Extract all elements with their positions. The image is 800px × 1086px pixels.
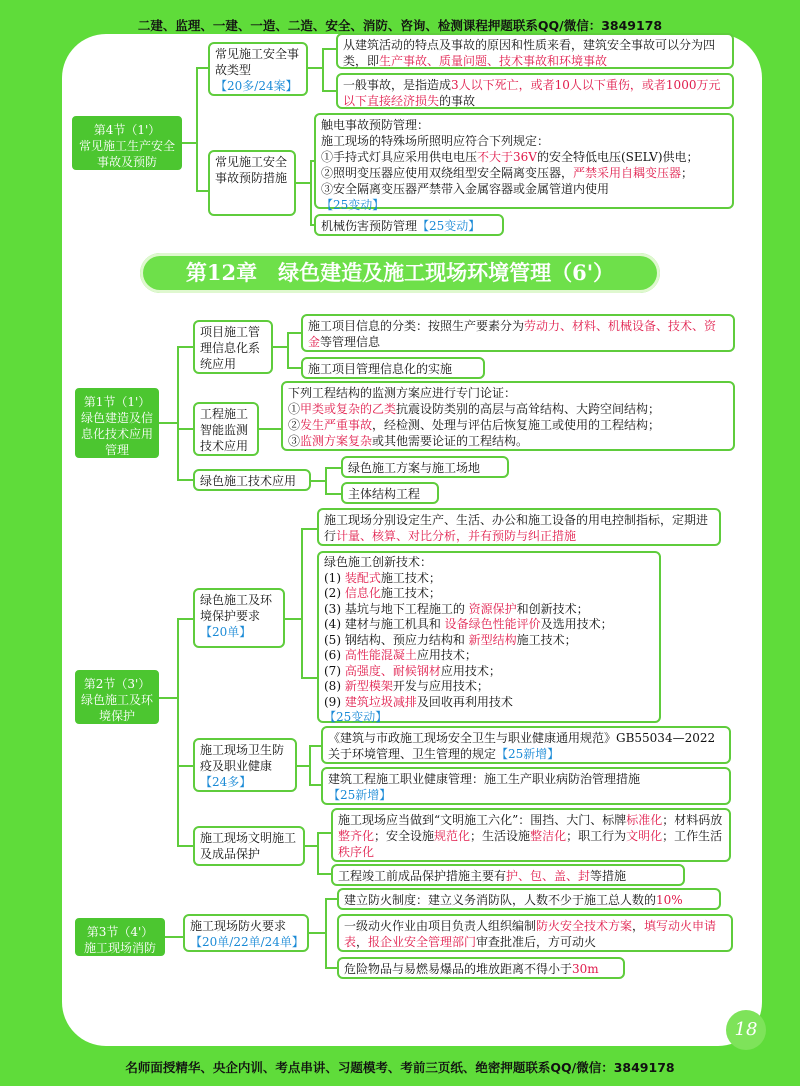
civil-r-6: 秩序化: [338, 845, 375, 859]
section-2-subtitle: 绿色施工及环境保护: [80, 693, 153, 723]
prevention-line-4: [321, 165, 727, 181]
section-3-subtitle: 施工现场消防: [83, 941, 156, 955]
prevention-line-2: 施工现场的特殊场所照明应符合下列规定：: [321, 134, 550, 148]
monitor-line-3: [288, 417, 728, 433]
green-env-innov-tag: 【25变动】: [324, 710, 388, 724]
civil-box-1: [331, 808, 731, 862]
green-tech-box-2: [341, 482, 439, 504]
civil-box-2: [331, 864, 685, 886]
civil-r-5: 文明化: [626, 829, 663, 843]
section-4-title: 第4节（1'）: [93, 123, 161, 137]
green-env-red-1: 计量、核算、对比分析，并有预防与纠正措施: [336, 529, 577, 543]
fire-box-1: [337, 888, 721, 910]
monitor-line-4-post: 或其他需要论证的工程结构。: [372, 434, 529, 448]
innov-6-pre: (6): [324, 648, 345, 662]
chapter-title: 第12章 绿色建造及施工现场环境管理（6'）: [140, 253, 660, 293]
innov-7-red: 高强度、耐候钢材: [344, 663, 441, 678]
fire-tag: 【20单/22单/24单】: [190, 935, 304, 949]
prevention-line-3-post: 的安全特低电压(SELV)供电；: [536, 150, 699, 164]
innov-5-post: 施工技术；: [516, 632, 577, 647]
info-system-red-1: 劳动力、材料、机械设备、技术、资金: [308, 319, 717, 349]
innov-8-pre: (8): [324, 679, 345, 693]
innov-9-pre: (9): [324, 694, 345, 709]
monitor-line-2-post: 抗震设防类别的高层与高耸结构、大跨空间结构；: [396, 402, 661, 416]
civil-t-a: 施工现场应当做到“文明施工六化”：围挡、大门、标牌: [338, 813, 627, 827]
green-env-innov-5: [324, 633, 654, 649]
prevention-line-4-red: 严禁采用自耦变压器: [573, 166, 682, 180]
green-env-innov-9: [324, 695, 654, 711]
monitor-line-2: [288, 401, 728, 417]
green-tech-text-1: 绿色施工方案与施工场地: [348, 461, 481, 475]
section-1-subtitle: 绿色建造及信息化技术应用管理: [80, 411, 153, 457]
accident-types-text-2: 一般事故，是指造成: [343, 78, 452, 92]
innov-3-pre: (3) 基坑与地下工程施工的: [324, 601, 469, 616]
health-tag-2: 【25新增】: [328, 788, 392, 802]
health-tag-1: 【25新增】: [496, 747, 560, 761]
green-env-innov-1: [324, 571, 654, 587]
innov-2-red: 信息化: [344, 586, 381, 600]
civil-node: [193, 826, 305, 866]
fire-r-3: 报企业安全管理部门: [368, 935, 477, 949]
innov-4-red: 设备绿色性能评价: [444, 617, 541, 631]
monitor-line-3-post: ，经检测、处理与评估后恢复施工或使用的工程结构；: [372, 418, 661, 432]
green-env-innov-3: [324, 602, 654, 618]
monitor-node: [193, 402, 259, 456]
fire-box-3: [337, 957, 625, 979]
accident-types-tag: 【20多/24案】: [215, 79, 298, 93]
monitor-line-2-pre: ①: [288, 402, 301, 416]
green-env-innov-8: [324, 679, 654, 695]
accident-types-text-1: 从建筑活动的特点及事故的原因和性质来看，建筑安全事故可以分为四类，即: [343, 38, 716, 68]
innov-9-red: 建筑垃圾减排: [344, 694, 417, 709]
health-node: [193, 738, 297, 792]
info-system-box-2: [301, 357, 485, 379]
section-1-title: 第1节（1'）: [83, 395, 151, 409]
section-4-subtitle: 常见施工生产安全事故及预防: [78, 139, 175, 169]
accident-types-box-2: [336, 73, 734, 109]
info-system-text-2: 施工项目管理信息化的实施: [308, 362, 453, 376]
health-box-2: [321, 767, 731, 805]
monitor-line-3-red: 发生严重事故: [300, 418, 373, 432]
page-number: 18: [726, 1010, 766, 1050]
health-text-1: 《建筑与市政施工现场安全卫生与职业健康通用规范》GB55034—2022关于环境管理、卫生管理的规定: [328, 731, 716, 761]
section-2-title: 第2节（3'）: [83, 677, 151, 691]
mechanical-text: 机械伤害预防管理: [321, 219, 418, 233]
prevention-line-4-pre: ②照明变压器应使用双绕组型安全隔离变压器，: [321, 166, 574, 180]
mechanical-tag: 【25变动】: [417, 219, 481, 233]
innov-5-red: 新型结构: [468, 632, 517, 647]
innov-4-pre: (4) 建材与施工机具和: [324, 617, 445, 631]
innov-3-post: 和创新技术；: [516, 601, 589, 616]
section-3-node: [75, 918, 165, 956]
civil-t-e: ；职工行为: [566, 829, 627, 843]
innov-2-post: 施工技术；: [380, 586, 441, 600]
innov-9-post: 及回收再利用技术: [416, 694, 513, 709]
prevention-box: [314, 113, 734, 212]
green-env-box-2: [317, 551, 661, 723]
accident-types-node: [208, 42, 308, 96]
prevention-line-3-pre: ①手持式灯具应采用供电电压: [321, 150, 478, 164]
civil-t-b: ；材料码放: [662, 813, 723, 827]
civil-r-1: 标准化: [626, 813, 663, 827]
civil-t-c: ；安全设施: [374, 829, 435, 843]
prevention-line-1: 触电事故预防管理：: [321, 118, 430, 132]
green-env-node: [193, 588, 285, 648]
section-2-node: [75, 670, 159, 724]
info-system-node: [193, 320, 273, 374]
top-banner: 二建、监理、一建、一造、二造、安全、消防、咨询、检测课程押题联系QQ/微信：3849178: [137, 18, 663, 33]
green-env-label: 绿色施工及环境保护要求: [200, 593, 273, 623]
info-system-label: 项目施工管理信息化系统应用: [200, 325, 261, 371]
civil-red-2: 护、包、盖、封: [506, 869, 591, 883]
green-env-tag: 【20单】: [200, 625, 252, 639]
accident-types-red-1: 生产事故、质量问题、技术事故和环境事故: [379, 54, 608, 68]
monitor-line-2-red: 甲类或复杂的乙类: [300, 402, 397, 416]
civil-text-2b: 等措施: [590, 869, 627, 883]
civil-t-d: ；生活设施: [470, 829, 531, 843]
green-tech-label: 绿色施工技术应用: [200, 474, 297, 488]
mechanical-box: [314, 214, 504, 236]
info-system-text-1: 施工项目信息的分类：按照生产要素分为: [308, 319, 525, 333]
innov-1-post: 施工技术；: [380, 570, 441, 585]
prevention-line-4-post: ；: [681, 166, 694, 180]
health-label: 施工现场卫生防疫及职业健康: [200, 743, 285, 773]
green-env-innov-head: 绿色施工创新技术：: [324, 555, 433, 569]
prevention-label: 常见施工安全事故预防措施: [215, 155, 288, 185]
monitor-line-4-pre: ③: [288, 434, 301, 448]
innov-3-red: 资源保护: [468, 601, 517, 616]
bottom-banner: 名师面授精华、央企内训、考点串讲、习题模考、考前三页纸、绝密押题联系QQ/微信：3849178: [125, 1060, 675, 1075]
green-env-innov-6: [324, 648, 654, 664]
civil-t-f: ；工作生活: [662, 829, 723, 843]
civil-r-3: 规范化: [434, 829, 471, 843]
accident-types-text-2b: 的事故: [439, 94, 476, 108]
innov-6-post: 应用技术；: [416, 648, 477, 662]
fire-t-a: 一级动火作业由项目负责人组织编制: [344, 919, 537, 933]
accident-types-red-2: 3人以下死亡，或者10人以下重伤，或者1000万元以下直接经济损失: [343, 78, 721, 108]
info-system-text-1b: 等管理信息: [320, 335, 381, 349]
innov-2-pre: (2): [324, 586, 345, 600]
fire-r-1: 防火安全技术方案: [536, 919, 633, 933]
monitor-line-1: 下列工程结构的监测方案应进行专门论证：: [288, 386, 517, 400]
prevention-line-5: ③安全隔离变压器严禁带入金属容器或金属管道内使用: [321, 182, 610, 196]
green-env-innov-4: [324, 617, 654, 633]
green-tech-box-1: [341, 456, 509, 478]
green-tech-node: [193, 469, 311, 491]
section-1-node: [75, 388, 159, 458]
section-3-title: 第3节（4'）: [86, 925, 154, 939]
accident-types-box-1: [336, 33, 734, 69]
prevention-line-3: [321, 149, 727, 165]
civil-label: 施工现场文明施工及成品保护: [200, 831, 297, 861]
innov-1-pre: (1): [324, 570, 345, 585]
prevention-line-3-red: 不大于36V: [477, 150, 537, 164]
fire-t-c: ，: [356, 935, 369, 949]
innov-6-red: 高性能混凝土: [344, 648, 417, 662]
fire-text-3: 危险物品与易燃易爆品的堆放距离不得小于: [344, 962, 573, 976]
green-env-text-1: 施工现场分别设定生产、生活、办公和施工设备的用电控制指标，定期进行: [324, 513, 709, 543]
fire-red-3: 30m: [572, 962, 599, 976]
green-env-innov-2: [324, 586, 654, 602]
innov-4-post: 及选用技术；: [540, 617, 613, 631]
info-system-box-1: [301, 314, 735, 352]
innov-8-red: 新型模架: [344, 679, 393, 693]
innov-7-pre: (7): [324, 663, 345, 678]
fire-t-b: ，: [632, 919, 645, 933]
monitor-line-3-pre: ②: [288, 418, 301, 432]
green-env-box-1: [317, 508, 721, 546]
health-tag: 【24多】: [200, 775, 252, 789]
civil-r-4: 整洁化: [530, 829, 567, 843]
green-tech-text-2: 主体结构工程: [348, 487, 421, 501]
fire-r-2: 填写动火申请表: [344, 919, 717, 949]
green-env-innov-7: [324, 664, 654, 680]
fire-t-d: 审查批准后，方可动火: [476, 935, 597, 949]
innov-5-pre: (5) 钢结构、预应力结构和: [324, 632, 469, 647]
health-box-1: [321, 726, 731, 764]
civil-r-2: 整齐化: [338, 829, 375, 843]
fire-box-2: [337, 914, 733, 952]
innov-8-post: 开发与应用技术；: [392, 679, 489, 693]
fire-label: 施工现场防火要求: [190, 919, 287, 933]
monitor-line-4-red: 监测方案复杂: [300, 434, 373, 448]
monitor-label: 工程施工智能监测技术应用: [200, 407, 249, 453]
monitor-line-4: [288, 433, 728, 449]
section-4-node: [72, 116, 182, 170]
innov-7-post: 应用技术；: [440, 663, 501, 678]
prevention-tag: 【25变动】: [321, 198, 385, 212]
health-text-2: 建筑工程施工职业健康管理：施工生产职业病防治管理措施: [328, 772, 641, 786]
fire-red-1: 10%: [656, 893, 683, 907]
civil-text-2: 工程竣工前成品保护措施主要有: [338, 869, 507, 883]
fire-node: [183, 914, 309, 952]
monitor-box: [281, 381, 735, 451]
accident-types-label: 常见施工安全事故类型: [215, 47, 300, 77]
prevention-node: [208, 150, 296, 216]
fire-text-1: 建立防火制度：建立义务消防队，人数不少于施工总人数的: [344, 893, 657, 907]
innov-1-red: 装配式: [344, 570, 381, 585]
